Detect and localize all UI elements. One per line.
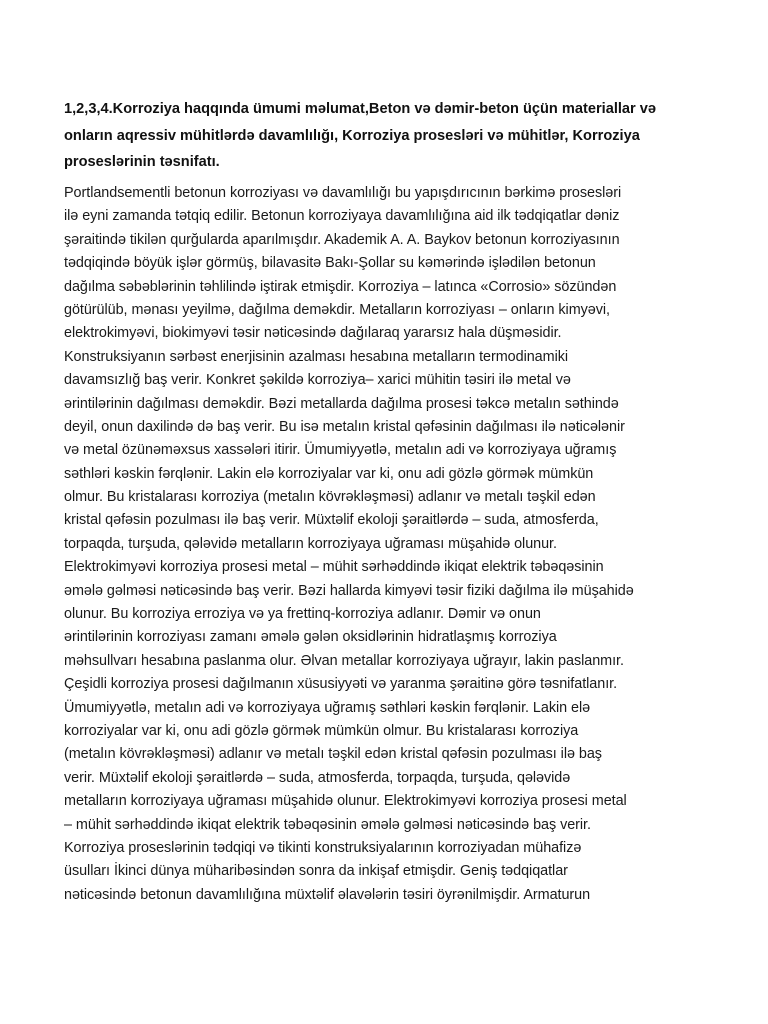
body-text-line: verir. Müxtəlif ekoloji şəraitlərdə – suda, atmosferda, torpaqda, turşuda, qələvidə (64, 769, 571, 786)
document-heading (64, 96, 724, 176)
body-text-line: korroziyalar var ki, onu adi gözlə görmək mümkün olmur. Bu kristalarası korroziya (64, 722, 579, 739)
body-text-line: dağılma səbəblərinin təhlilində iştirak etmişdir. Korroziya – latınca «Corrosio» sözündən (64, 278, 617, 295)
body-text-line: şəraitində tikilən qurğularda aparılmışdır. Akademik A. A. Baykov betonun korroziyasının (64, 231, 620, 248)
body-text-line: olmur. Bu kristalarası korroziya (metalın kövrəkləşməsi) adlanır və metalı təşkil edən (64, 489, 596, 506)
body-text-line: davamsızlığ baş verir. Konkret şəkildə korroziya– xarici mühitin təsiri ilə metal və (64, 372, 571, 389)
heading-line: onların aqressiv mühitlərdə davamlılığı, Korroziya prosesləri və mühitlər, Korroziya (64, 127, 640, 144)
body-text-line: götürülüb, mənası yeyilmə, dağılma deməkdir. Metalların korroziyası – onların kimyəvi, (64, 301, 610, 318)
body-text-line: olunur. Bu korroziya erroziya və ya frettinq-korroziya adlanır. Dəmir və onun (64, 606, 541, 623)
body-text-line: Korroziya proseslərinin tədqiqi və tikinti konstruksiyalarının korroziyadan mühafizə (64, 839, 582, 856)
body-text-line: məhsullvarı hesabına paslanma olur. Əlvan metallar korroziyaya uğrayır, lakin paslanmır. (64, 652, 624, 669)
heading-line: 1,2,3,4.Korroziya haqqında ümumi məlumat,Beton və dəmir-beton üçün materiallar və (64, 101, 657, 117)
body-text-line: – mühit sərhəddində ikiqat elektrik təbəqəsinin əmələ gəlməsi nəticəsində baş verir. (64, 816, 591, 833)
body-text-line: Konstruksiyanın sərbəst enerjisinin azalması hesabına metalların termodinamiki (64, 348, 569, 365)
body-text-line: tədqiqində böyük işlər görmüş, bilavasitə Bakı-Şollar su kəmərində işlədilən betonun (64, 255, 596, 272)
body-text-line: üsulları İkinci dünya müharibəsindən sonra da inkişaf etmişdir. Geniş tədqiqatlar (64, 863, 568, 880)
body-text-line: ilə eyni zamanda tətqiq edilir. Betonun korroziyaya davamlılığına aid ilk tədqiqatlar dəniz (64, 208, 620, 225)
body-text-line: (metalın kövrəkləşməsi) adlanır və metalı təşkil edən kristal qəfəsin pozulması ilə baş (64, 746, 602, 763)
body-text-line: elektrokimyəvi, biokimyəvi təsir nəticəsində dağılaraq yararsız hala düşməsidir. (64, 325, 562, 342)
body-text-line: ərintilərinin dağılması deməkdir. Bəzi metallarda dağılma prosesi təkcə metalın səthində (64, 395, 619, 412)
body-text-line: torpaqda, turşuda, qələvidə metalların korroziyaya uğraması müşahidə olunur. (64, 535, 557, 552)
body-text-line: Ümumiyyətlə, metalın adi və korroziyaya uğramış səthləri kəskin fərqlənir. Lakin elə (64, 699, 591, 716)
heading-line: proseslərinin təsnifatı. (64, 154, 220, 170)
body-text-line: Çeşidli korroziya prosesi dağılmanın xüsusiyyəti və yaranma şəraitinə görə təsnifatlanır. (64, 676, 618, 693)
body-text-line: metalların korroziyaya uğraması müşahidə olunur. Elektrokimyəvi korroziya prosesi metal (64, 793, 627, 810)
body-text-line: ərintilərinin korroziyası zamanı əmələ gələn oksidlərinin hidratlaşmış korroziya (64, 629, 557, 646)
body-text-line: deyil, onun daxilində də baş verir. Bu isə metalın kristal qəfəsinin dağılması ilə nəticələnir (64, 418, 625, 435)
body-text-line: Elektrokimyəvi korroziya prosesi metal – mühit sərhəddində ikiqat elektrik təbəqəsinin (64, 559, 604, 576)
body-text-line: əmələ gəlməsi nəticəsində baş verir. Bəzi hallarda kimyəvi təsir fiziki dağılma ilə müşahidə (64, 582, 634, 599)
body-text-line: Portlandsementli betonun korroziyası və davamlılığı bu yapışdırıcının bərkimə prosesləri (64, 185, 622, 201)
body-text-line: və metal özünəməxsus xassələri itirir. Ümumiyyətlə, metalın adi və korroziyaya uğramış (64, 442, 617, 459)
body-text-line: səthləri kəskin fərqlənir. Lakin elə korroziyalar var ki, onu adi gözlə görmək mümkün (64, 465, 594, 482)
document-body (64, 182, 720, 907)
body-text-line: nəticəsində betonun davamlılığına müxtəlif əlavələrin təsiri öyrənilmişdir. Armaturun (64, 886, 591, 903)
body-text-line: kristal qəfəsin pozulması ilə baş verir. Müxtəlif ekoloji şəraitlərdə – suda, atmosferda, (64, 512, 599, 529)
